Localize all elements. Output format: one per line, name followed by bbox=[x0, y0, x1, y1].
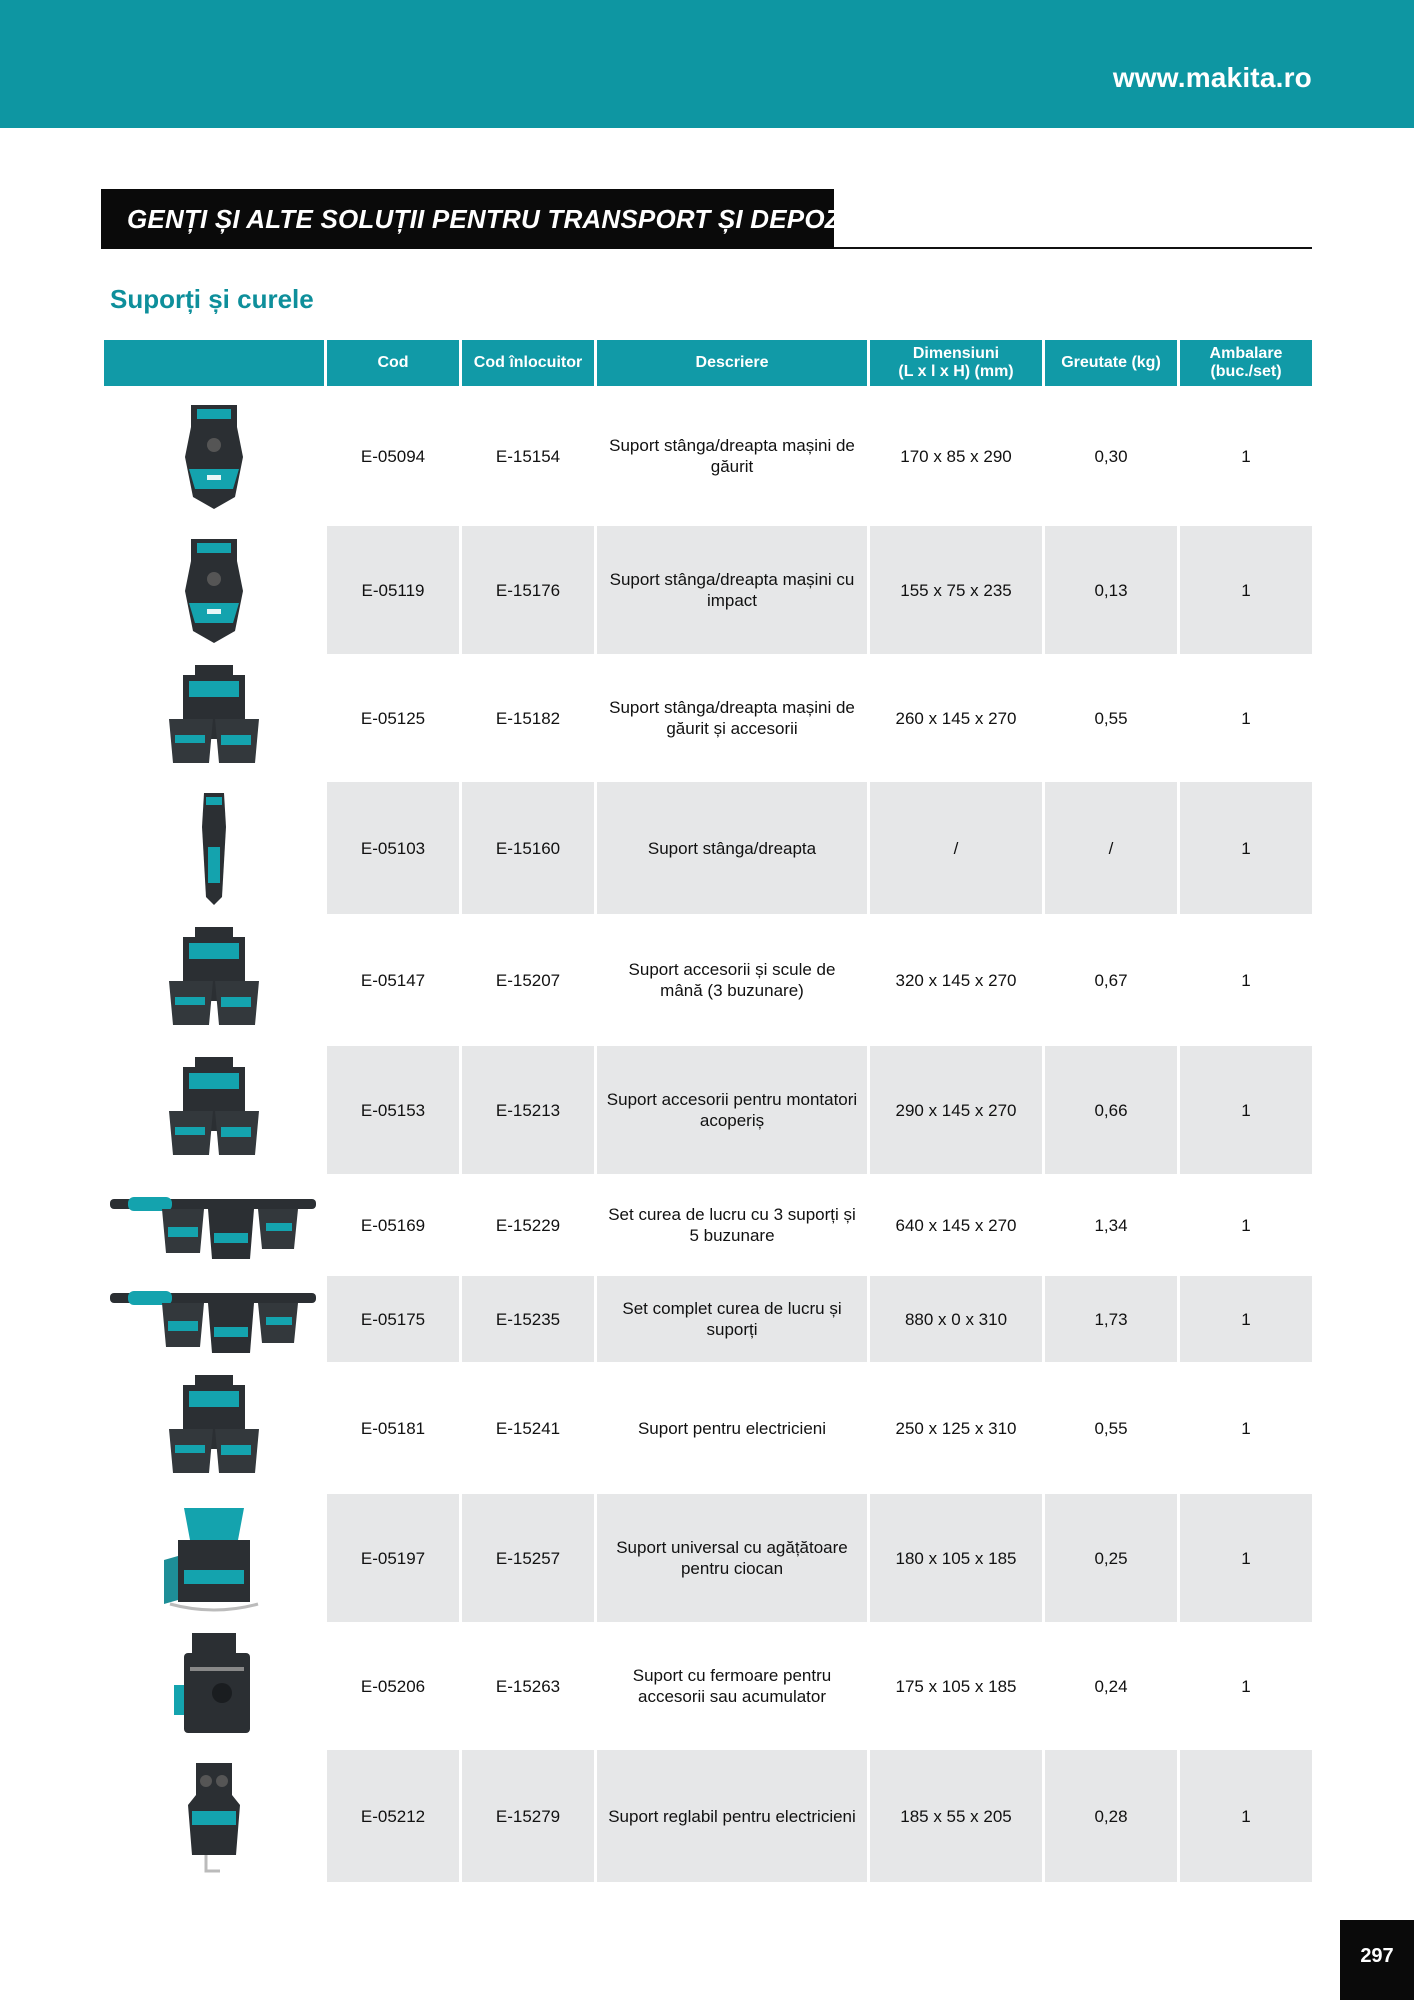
slim-holster-icon bbox=[104, 787, 324, 909]
product-weight: 1,73 bbox=[1045, 1276, 1177, 1362]
table-header-row bbox=[104, 340, 1312, 386]
product-code: E-05175 bbox=[327, 1276, 459, 1362]
table-row bbox=[104, 526, 1312, 654]
pouch-icon bbox=[104, 1369, 324, 1487]
product-weight: 1,34 bbox=[1094, 1215, 1128, 1235]
table-row bbox=[104, 1750, 1312, 1882]
product-packing: 1 bbox=[1180, 1750, 1312, 1882]
product-description: Suport accesorii pentru montatori acoperiș bbox=[597, 1046, 867, 1174]
table-row bbox=[104, 654, 1312, 782]
subsection-title: Suporți și curele bbox=[110, 284, 314, 314]
product-weight: 0,24 bbox=[1094, 1676, 1128, 1696]
table-row bbox=[104, 386, 1312, 526]
page-number: 297 bbox=[1340, 1920, 1414, 2000]
product-image bbox=[104, 1046, 324, 1174]
top-banner bbox=[0, 0, 1414, 128]
holster-icon bbox=[104, 397, 324, 515]
table-row bbox=[104, 1276, 1312, 1362]
product-packing: 1 bbox=[1180, 1046, 1312, 1174]
product-description: Suport stânga/dreapta mașini de găurit și accesorii bbox=[609, 698, 855, 738]
product-code: E-05147 bbox=[360, 970, 426, 990]
product-weight: 0,66 bbox=[1045, 1046, 1177, 1174]
header-description: Descriere bbox=[597, 340, 867, 386]
product-packing: 1 bbox=[1180, 526, 1312, 654]
product-description: Suport stânga/dreapta mașini cu impact bbox=[597, 526, 867, 654]
header-weight: Greutate (kg) bbox=[1045, 340, 1177, 386]
replacement-code: E-15213 bbox=[462, 1046, 594, 1174]
product-dimensions: 185 x 55 x 205 bbox=[870, 1750, 1042, 1882]
product-code: E-05153 bbox=[327, 1046, 459, 1174]
table-row bbox=[104, 1046, 1312, 1174]
header-image bbox=[104, 340, 324, 386]
replacement-code: E-15235 bbox=[462, 1276, 594, 1362]
header-packing bbox=[1180, 340, 1312, 386]
pouch-icon bbox=[104, 1051, 324, 1169]
product-weight: 0,30 bbox=[1094, 446, 1128, 466]
product-code: E-05125 bbox=[360, 708, 426, 728]
product-code: E-05103 bbox=[327, 782, 459, 914]
product-dimensions: 155 x 75 x 235 bbox=[870, 526, 1042, 654]
product-image bbox=[104, 1362, 324, 1494]
replacement-code: E-15207 bbox=[495, 970, 561, 990]
product-image bbox=[104, 914, 324, 1046]
product-description: Suport reglabil pentru electricieni bbox=[597, 1750, 867, 1882]
product-weight: / bbox=[1045, 782, 1177, 914]
product-image bbox=[104, 1750, 324, 1882]
product-image bbox=[104, 1174, 324, 1276]
table-row bbox=[104, 1622, 1312, 1750]
open-pouch-icon bbox=[104, 1500, 324, 1616]
product-image bbox=[104, 654, 324, 782]
product-dimensions: 880 x 0 x 310 bbox=[870, 1276, 1042, 1362]
tool-belt-icon bbox=[104, 1183, 324, 1267]
section-title-banner bbox=[101, 189, 918, 249]
product-code: E-05181 bbox=[360, 1418, 426, 1438]
replacement-code: E-15257 bbox=[462, 1494, 594, 1622]
product-description: Suport pentru electricieni bbox=[637, 1418, 827, 1438]
product-dimensions: 180 x 105 x 185 bbox=[870, 1494, 1042, 1622]
product-dimensions: 640 x 145 x 270 bbox=[895, 1215, 1017, 1235]
product-packing: 1 bbox=[1180, 782, 1312, 914]
products-table bbox=[101, 340, 1315, 1882]
product-description: Suport cu fermoare pentru accesorii sau acumulator bbox=[632, 1666, 832, 1706]
product-dimensions: 320 x 145 x 270 bbox=[895, 970, 1017, 990]
product-code: E-05169 bbox=[360, 1215, 426, 1235]
replacement-code: E-15263 bbox=[495, 1676, 561, 1696]
product-code: E-05206 bbox=[360, 1676, 426, 1696]
product-weight: 0,28 bbox=[1045, 1750, 1177, 1882]
product-weight: 0,25 bbox=[1045, 1494, 1177, 1622]
table-row bbox=[104, 1362, 1312, 1494]
product-image bbox=[104, 782, 324, 914]
table-row bbox=[104, 782, 1312, 914]
product-packing: 1 bbox=[1241, 1215, 1251, 1235]
header-packing-line1: Ambalare bbox=[1209, 345, 1283, 362]
pouch-icon bbox=[104, 659, 324, 777]
header-dimensions bbox=[870, 340, 1042, 386]
product-code: E-05094 bbox=[360, 446, 426, 466]
product-weight: 0,13 bbox=[1045, 526, 1177, 654]
product-code: E-05119 bbox=[327, 526, 459, 654]
product-image bbox=[104, 1494, 324, 1622]
replacement-code: E-15154 bbox=[495, 446, 561, 466]
pouch-icon bbox=[104, 921, 324, 1039]
small-pouch-icon bbox=[104, 1755, 324, 1877]
product-packing: 1 bbox=[1241, 1676, 1251, 1696]
product-packing: 1 bbox=[1180, 1276, 1312, 1362]
product-description: Suport universal cu agățătoare pentru ciocan bbox=[597, 1494, 867, 1622]
product-image bbox=[104, 1622, 324, 1750]
product-code: E-05197 bbox=[327, 1494, 459, 1622]
header-code: Cod bbox=[327, 340, 459, 386]
product-image bbox=[104, 526, 324, 654]
site-url[interactable]: www.makita.ro bbox=[1112, 62, 1312, 93]
table-row bbox=[104, 1494, 1312, 1622]
product-description: Set curea de lucru cu 3 suporți și 5 buzunare bbox=[608, 1205, 856, 1245]
replacement-code: E-15229 bbox=[495, 1215, 561, 1235]
product-packing: 1 bbox=[1180, 1494, 1312, 1622]
header-dimensions-line2: (L x l x H) (mm) bbox=[898, 363, 1014, 380]
product-dimensions: / bbox=[870, 782, 1042, 914]
product-image bbox=[104, 1276, 324, 1362]
product-packing: 1 bbox=[1241, 446, 1251, 466]
table-row bbox=[104, 914, 1312, 1046]
section-divider bbox=[834, 247, 1312, 249]
product-dimensions: 260 x 145 x 270 bbox=[895, 708, 1017, 728]
product-dimensions: 250 x 125 x 310 bbox=[895, 1418, 1017, 1438]
replacement-code: E-15182 bbox=[495, 708, 561, 728]
product-description: Suport stânga/dreapta mașini de găurit bbox=[609, 436, 855, 476]
product-dimensions: 290 x 145 x 270 bbox=[870, 1046, 1042, 1174]
product-packing: 1 bbox=[1241, 1418, 1251, 1438]
product-packing: 1 bbox=[1241, 708, 1251, 728]
product-description: Suport accesorii și scule de mână (3 buzunare) bbox=[628, 960, 836, 1000]
replacement-code: E-15176 bbox=[462, 526, 594, 654]
product-weight: 0,55 bbox=[1094, 1418, 1128, 1438]
product-dimensions: 175 x 105 x 185 bbox=[895, 1676, 1017, 1696]
replacement-code: E-15241 bbox=[495, 1418, 561, 1438]
product-description: Set complet curea de lucru și suporți bbox=[597, 1276, 867, 1362]
product-weight: 0,67 bbox=[1094, 970, 1128, 990]
header-packing-line2: (buc./set) bbox=[1210, 363, 1282, 380]
product-dimensions: 170 x 85 x 290 bbox=[900, 446, 1012, 466]
table-row bbox=[104, 1174, 1312, 1276]
section-title: GENȚI ȘI ALTE SOLUȚII PENTRU TRANSPORT ȘI DEPOZITARE bbox=[127, 203, 918, 234]
holster-icon bbox=[104, 531, 324, 649]
product-image bbox=[104, 386, 324, 526]
header-dimensions-line1: Dimensiuni bbox=[912, 345, 1000, 362]
header-replacement-code: Cod înlocuitor bbox=[462, 340, 594, 386]
replacement-code: E-15279 bbox=[462, 1750, 594, 1882]
zip-pouch-icon bbox=[104, 1627, 324, 1745]
tool-belt-icon bbox=[104, 1277, 324, 1361]
product-description: Suport stânga/dreapta bbox=[597, 782, 867, 914]
replacement-code: E-15160 bbox=[462, 782, 594, 914]
product-packing: 1 bbox=[1241, 970, 1251, 990]
product-code: E-05212 bbox=[327, 1750, 459, 1882]
product-weight: 0,55 bbox=[1094, 708, 1128, 728]
